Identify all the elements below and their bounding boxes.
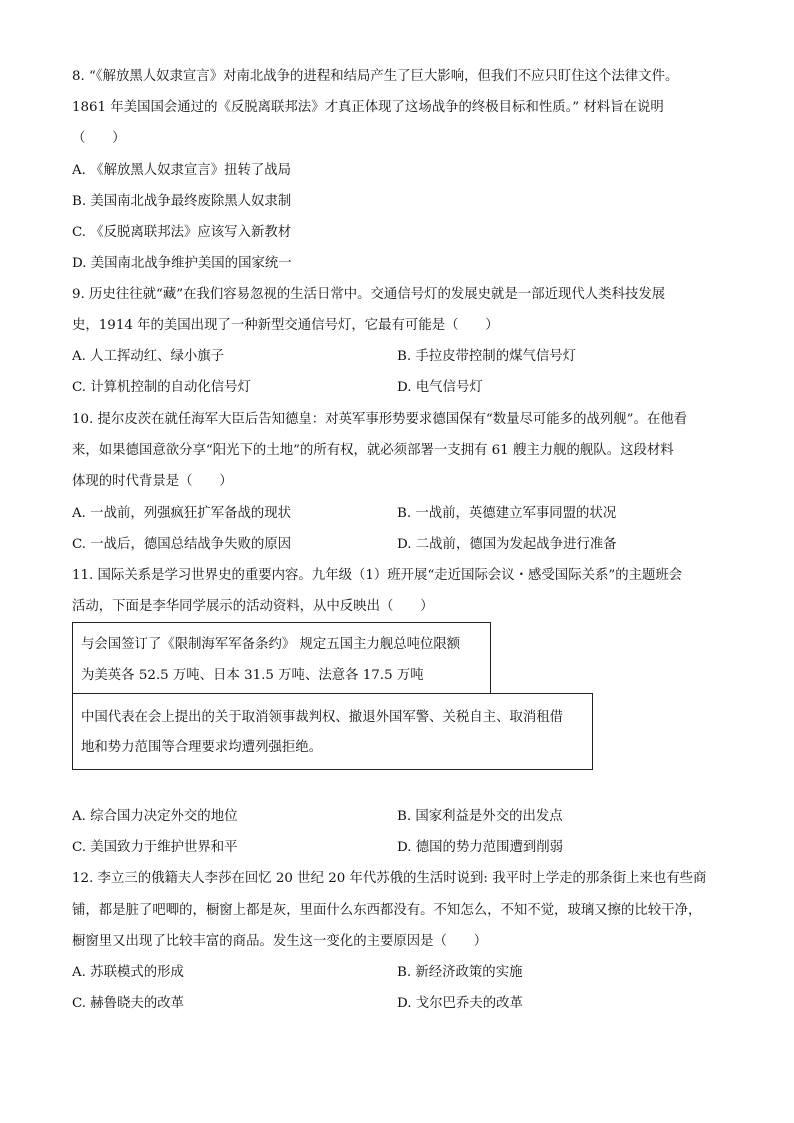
question-11-stem-line-1: 11. 国际关系是学习世界史的重要内容。九年级（1）班开展“走近国际会议・感受国际关系”的主题班会 [72,568,683,583]
question-12-option-b: B. 新经济政策的实施 [397,965,523,980]
question-8-stem-line-2: 1861 年美国国会通过的《反脱离联邦法》才真正体现了这场战争的终极目标和性质。” 材料旨在说明 [72,100,664,115]
question-8-stem-line-1: 8. “《解放黑人奴隶宣言》对南北战争的进程和结局产生了巨大影响，但我们不应只盯住这个法律文件。 [72,69,679,84]
question-11-option-d: D. 德国的势力范围遭到削弱 [397,840,564,855]
question-11-option-a: A. 综合国力决定外交的地位 [72,809,238,824]
question-9-stem-line-2: 史，1914 年的美国出现了一种新型交通信号灯，它最有可能是（ ） [72,318,499,333]
question-11-option-c: C. 美国致力于维护世界和平 [72,840,238,855]
question-11-stem-line-2: 活动，下面是李华同学展示的活动资料，从中反映出（ ） [72,599,434,614]
question-9-option-a: A. 人工挥动红、绿小旗子 [72,349,225,364]
question-10-stem-line-1: 10. 提尔皮茨在就任海军大臣后告知德皇：对英军事形势要求德国保有“数量尽可能多的战列舰”。在他看 [72,412,688,427]
question-10-option-b: B. 一战前，英德建立军事同盟的状况 [397,506,617,521]
question-9-option-c: C. 计算机控制的自动化信号灯 [72,380,251,395]
question-12-stem-line-1: 12. 李立三的俄籍夫人李莎在回忆 20 世纪 20 年代苏俄的生活时说到: 我平时上学走的那条街上来也有些商 [72,871,707,886]
question-12-stem-line-2: 铺，都是脏了吧唧的，橱窗上都是灰，里面什么东西都没有。不知怎么，不知不觉，玻璃又擦的比较干净， [72,903,702,918]
question-10-option-a: A. 一战前，列强疯狂扩军备战的现状 [72,506,292,521]
question-9-option-b: B. 手拉皮带控制的煤气信号灯 [397,349,577,364]
material-box-2 [72,693,593,770]
material-box-1-line-2: 为美英各 52.5 万吨、日本 31.5 万吨、法意各 17.5 万吨 [81,668,424,683]
question-12-stem-line-3: 橱窗里又出现了比较丰富的商品。发生这一变化的主要原因是（ ） [72,934,488,949]
question-8-option-d: D. 美国南北战争维护美国的国家统一 [72,256,292,271]
question-8-option-c: C. 《反脱离联邦法》应该写入新教材 [72,225,292,240]
question-10-option-d: D. 二战前，德国为发起战争进行准备 [397,537,617,552]
question-10-stem-line-2: 来，如果德国意欲分享“阳光下的土地”的所有权，就必须部署一支拥有 61 艘主力舰的舰队。这段材料 [72,443,674,458]
question-10-stem-line-3: 体现的时代背景是（ ） [72,474,233,489]
material-box-2-line-1: 中国代表在会上提出的关于取消领事裁判权、撤退外国军警、关税自主、取消租借 [81,710,564,725]
question-10-option-c: C. 一战后，德国总结战争失败的原因 [72,537,292,552]
material-box-1-line-1: 与会国签订了《限制海军军备条约》 规定五国主力舰总吨位限额 [81,637,461,652]
question-11-option-b: B. 国家利益是外交的出发点 [397,809,563,824]
question-8-option-a: A. 《解放黑人奴隶宣言》扭转了战局 [72,163,292,178]
question-12-option-c: C. 赫鲁晓夫的改革 [72,996,185,1011]
question-12-option-a: A. 苏联模式的形成 [72,965,184,980]
question-8-answer-blank: （ ） [72,131,126,146]
question-9-stem-line-1: 9. 历史往往就“藏”在我们容易忽视的生活日常中。交通信号灯的发展史就是一部近现代人类科技发展 [72,287,666,302]
question-8-option-b: B. 美国南北战争最终废除黑人奴隶制 [72,194,292,209]
question-12-option-d: D. 戈尔巴乔夫的改革 [397,996,523,1011]
question-9-option-d: D. 电气信号灯 [397,380,483,395]
material-box-2-line-2: 地和势力范围等合理要求均遭列强拒绝。 [81,740,323,755]
material-box-1 [72,622,491,694]
